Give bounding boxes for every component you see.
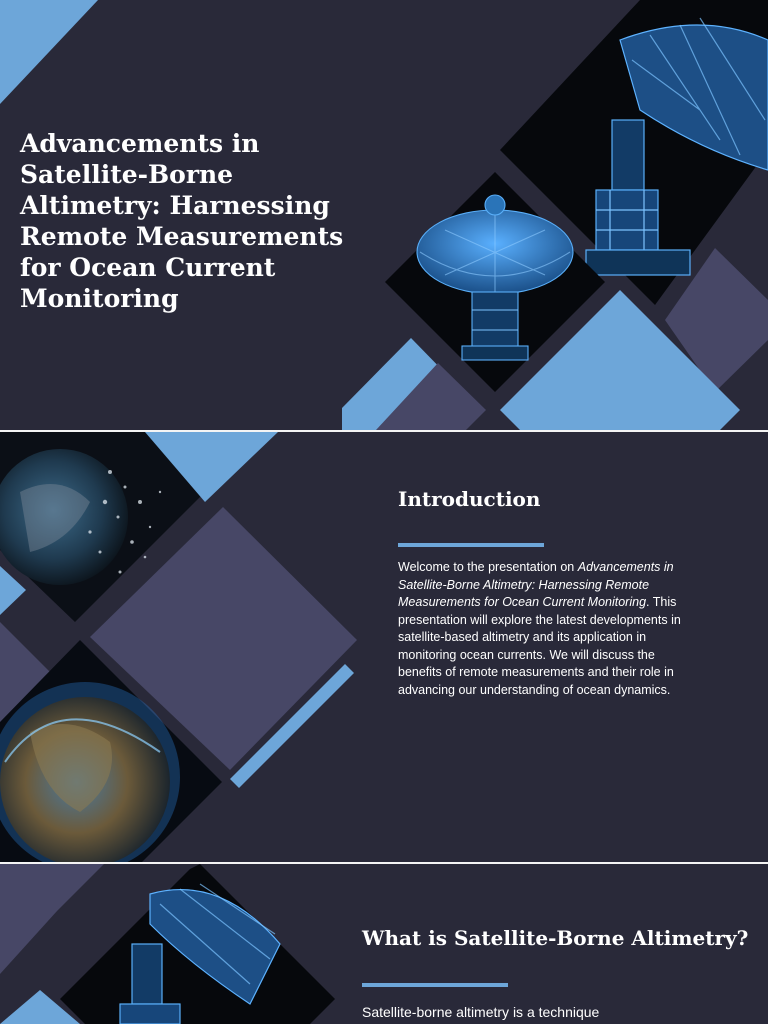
section-heading: What is Satellite-Borne Altimetry? (362, 926, 749, 950)
introduction-slide (0, 432, 768, 862)
presentation-title: Advancements in Satellite-Borne Altimetry: Harnessing Remote Measurements for Ocean Current Monitoring (20, 129, 344, 313)
accent-shape (0, 0, 98, 104)
heading-underline (362, 983, 508, 987)
heading-underline (398, 543, 544, 547)
altimetry-slide (0, 864, 768, 1024)
title-slide (0, 0, 768, 430)
intro-title-italic: Advancements in Satellite-Borne Altimetry: Harnessing Remote Measurements for Ocean Current Monitoring (398, 560, 674, 609)
slate-shape (0, 864, 104, 974)
section-heading: Introduction (398, 487, 541, 511)
intro-rest: . This presentation will explore the latest developments in satellite-based altimetry and its application in monitoring ocean currents. We will discuss the benefits of remote measurements and their role in advancing our understanding of ocean dynamics. (398, 595, 681, 697)
altimetry-paragraph: Satellite-borne altimetry is a technique (362, 1004, 600, 1020)
intro-lead: Welcome to the presentation on (398, 560, 578, 574)
intro-paragraph (398, 559, 688, 699)
